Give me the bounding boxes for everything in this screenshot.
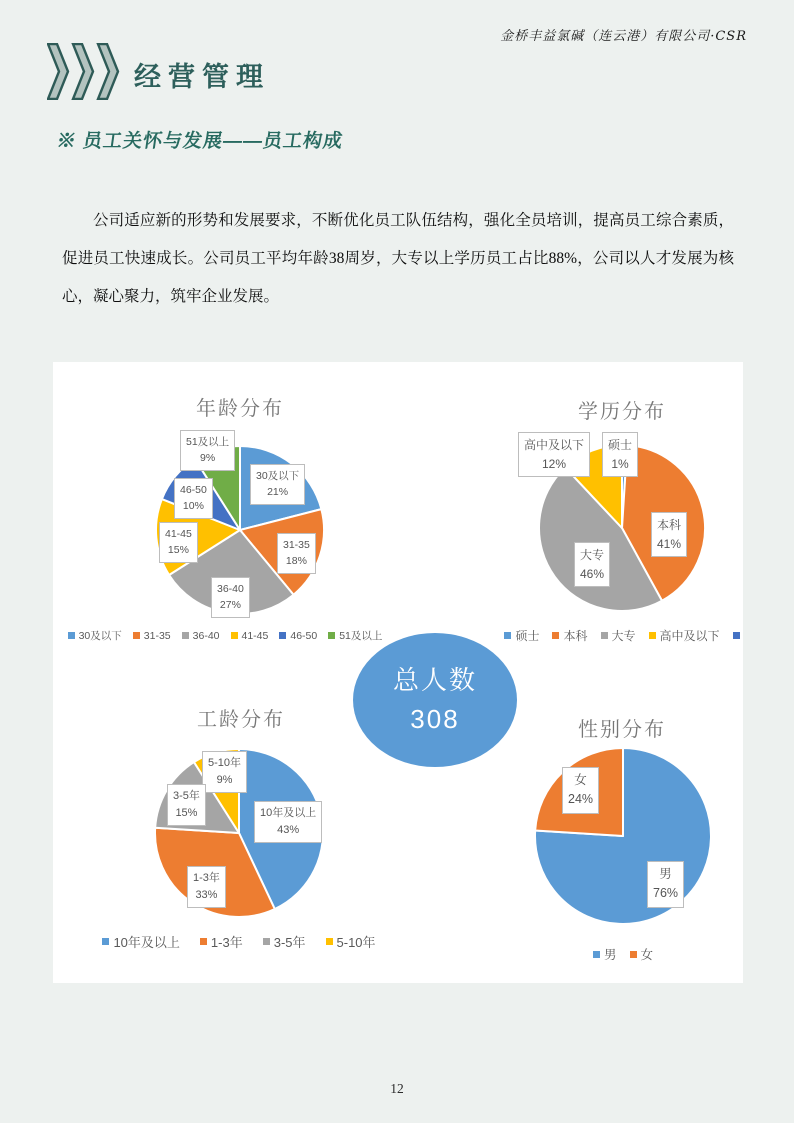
callout-edu-master: 硕士 1%: [602, 432, 638, 477]
callout-gender-male: 男 76%: [647, 861, 684, 908]
legend-label: 大专: [611, 629, 636, 643]
subsection-title: ※ 员工关怀与发展——员工构成: [55, 131, 345, 152]
legend-label: 3-5年: [273, 935, 306, 950]
legend-label: 1-3年: [210, 935, 243, 950]
legend-item: [326, 932, 376, 951]
legend-label: 31-35: [143, 629, 171, 642]
tenure-chart-title: 工龄分布: [197, 709, 285, 731]
legend-swatch-icon: [231, 632, 238, 639]
legend-label: 本科: [563, 629, 588, 643]
legend-swatch-icon: [263, 938, 270, 945]
legend-label: 41-45: [241, 629, 269, 642]
legend-item: [263, 932, 306, 951]
tenure-chart-legend: [53, 932, 425, 951]
callout-edu-college: 大专 46%: [574, 542, 610, 587]
legend-label: 男: [603, 948, 617, 962]
legend-item: [504, 627, 539, 644]
education-chart-legend: [489, 627, 759, 644]
legend-item: [68, 628, 122, 643]
gender-chart-title: 性别分布: [578, 719, 666, 741]
callout-edu-highschool: 高中及以下 12%: [518, 432, 590, 477]
legend-swatch-icon: [504, 632, 511, 639]
legend-item: [593, 945, 617, 963]
section-title: 经营管理: [134, 61, 270, 92]
legend-item: [328, 628, 382, 643]
age-chart-legend: [53, 628, 397, 643]
legend-label: 5-10年: [336, 935, 376, 950]
callout-age-41-45: 41-45 15%: [159, 522, 198, 563]
triple-chevron-icon: [47, 43, 121, 105]
legend-label: 10年及以上: [113, 935, 180, 950]
legend-item: [279, 630, 317, 642]
legend-swatch-icon: [552, 632, 559, 639]
legend-item: [630, 945, 654, 963]
callout-age-30under: 30及以下 21%: [250, 464, 305, 505]
gender-chart-legend: [473, 945, 773, 963]
age-chart-title: 年龄分布: [196, 398, 284, 420]
legend-item: [182, 630, 220, 642]
callout-tenure-10plus: 10年及以上 43%: [254, 801, 322, 843]
gender-pie-chart: [533, 746, 713, 926]
legend-item: [552, 627, 587, 644]
legend-label: 30及以下: [78, 630, 122, 642]
callout-gender-female: 女 24%: [562, 767, 599, 814]
page-number: 12: [390, 1081, 404, 1096]
body-paragraph: 公司适应新的形势和发展要求，不断优化员工队伍结构，强化全员培训，提高员工综合素质，促进员工快速成长。公司员工平均年龄38周岁，大专以上学历员工占比88%，公司以人才发展为核心，凝心聚力，筑牢企业发展。: [62, 212, 734, 305]
legend-label: 36-40: [192, 629, 220, 642]
legend-label: 高中及以下: [659, 629, 720, 643]
legend-swatch-icon: [68, 632, 75, 639]
total-headcount-label: 总人数: [392, 665, 477, 695]
legend-swatch-icon: [326, 938, 333, 945]
callout-age-31-35: 31-35 18%: [277, 533, 316, 574]
company-header: 金桥丰益氯碱（连云港）有限公司·CSR: [500, 29, 747, 44]
legend-label: 硕士: [515, 629, 540, 643]
legend-item: [733, 632, 744, 639]
legend-label: 46-50: [290, 629, 318, 642]
legend-swatch-icon: [102, 938, 109, 945]
legend-item: [133, 630, 171, 642]
legend-item: [231, 630, 269, 642]
total-headcount-badge: [353, 633, 517, 767]
legend-item: [200, 932, 243, 951]
legend-swatch-icon: [182, 632, 189, 639]
callout-tenure-5-10: 5-10年 9%: [202, 751, 247, 793]
callout-edu-bachelor: 本科 41%: [651, 512, 687, 557]
legend-label: 女: [640, 948, 654, 962]
legend-swatch-icon: [200, 938, 207, 945]
legend-swatch-icon: [601, 632, 608, 639]
legend-swatch-icon: [630, 951, 637, 958]
total-headcount-value: 308: [410, 704, 460, 734]
legend-swatch-icon: [279, 632, 286, 639]
callout-age-46-50: 46-50 10%: [174, 478, 213, 519]
legend-swatch-icon: [133, 632, 140, 639]
charts-panel: [53, 362, 743, 983]
section-header: [47, 43, 270, 105]
legend-label: 51及以上: [339, 630, 383, 642]
legend-item: [601, 627, 636, 644]
legend-item: [649, 627, 720, 644]
callout-age-36-40: 36-40 27%: [211, 577, 250, 618]
callout-age-51plus: 51及以上 9%: [180, 430, 235, 471]
legend-swatch-icon: [649, 632, 656, 639]
callout-tenure-1-3: 1-3年 33%: [187, 866, 226, 908]
legend-swatch-icon: [328, 632, 335, 639]
callout-tenure-3-5: 3-5年 15%: [167, 784, 206, 826]
legend-swatch-icon: [593, 951, 600, 958]
legend-item: [102, 932, 179, 951]
legend-swatch-icon: [733, 632, 740, 639]
education-chart-title: 学历分布: [578, 401, 666, 423]
